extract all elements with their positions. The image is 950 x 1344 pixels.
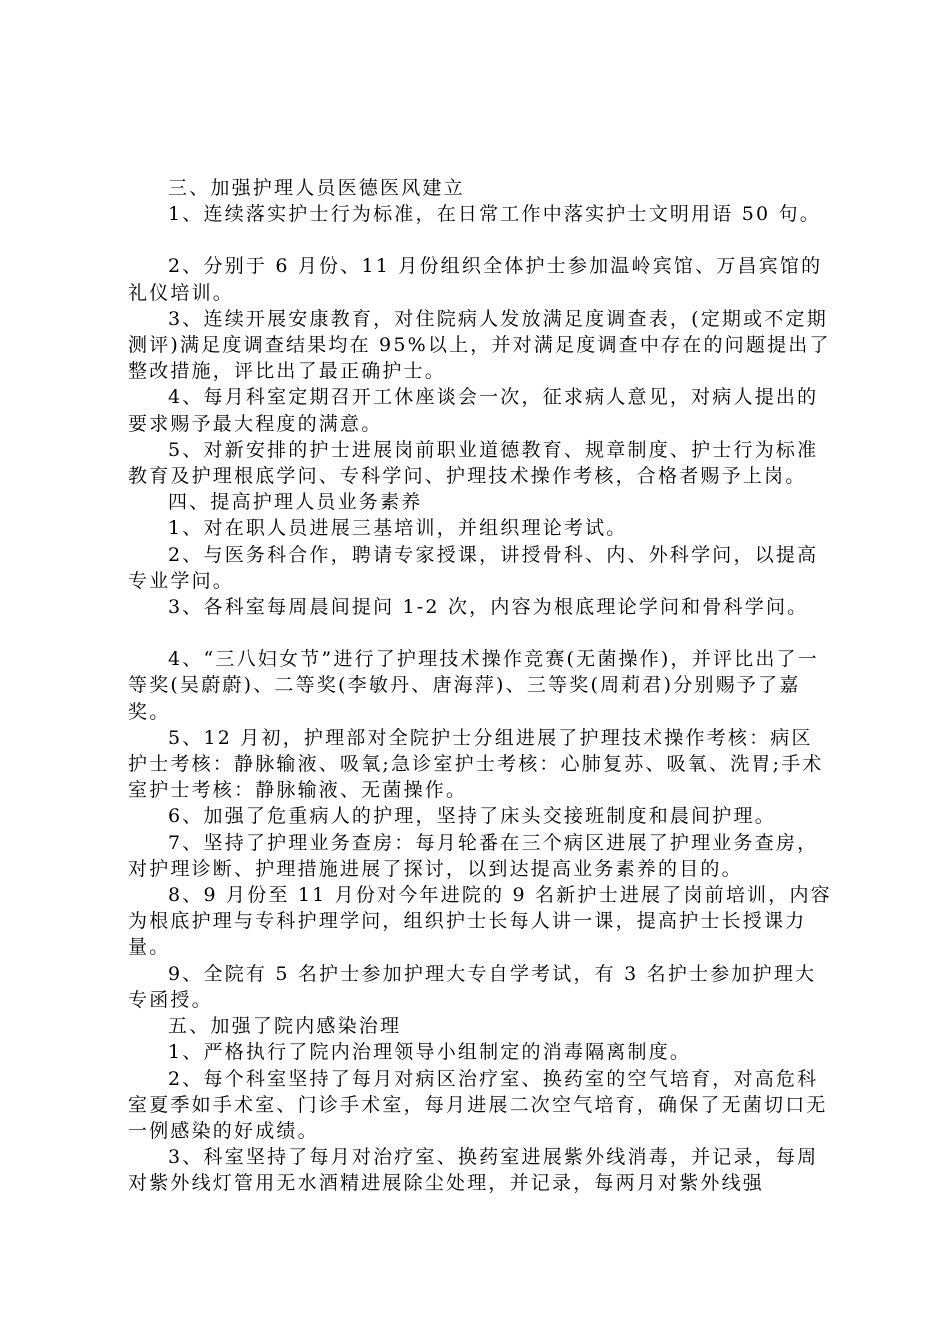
paragraph: 2、分别于 6 月份、11 月份组织全体护士参加温岭宾馆、万昌宾馆的礼仪培训。 [128,255,823,304]
paragraph: 1、严格执行了院内治理领导小组制定的消毒隔离制度。 [168,1041,692,1064]
paragraph: 3、各科室每周晨间提问 1-2 次，内容为根底理论学问和骨科学问。 [168,596,809,619]
paragraph: 8、9 月份至 11 月份对今年进院的 9 名新护士进展了岗前培训，内容为根底护理与专科护理学问，组织护士长每人讲一课，提高护士长授课力量。 [128,884,832,959]
paragraph: 9、全院有 5 名护士参加护理大专自学考试，有 3 名护士参加护理大专函授。 [128,962,817,1011]
paragraph: 2、每个科室坚持了每月对病区治疗室、换药室的空气培育，对高危科室夏季如手术室、门诊手术室，每月进展二次空气培育，确保了无菌切口无一例感染的好成绩。 [128,1067,828,1142]
paragraph: 3、科室坚持了每月对治疗室、换药室进展紫外线消毒，并记录，每周对紫外线灯管用无水酒精进展除尘处理，并记录，每两月对紫外线强 [128,1146,819,1195]
paragraph: 5、对新安排的护士进展岗前职业道德教育、规章制度、护士行为标准教育及护理根底学问、专科学问、护理技术操作考核，合格者赐予上岗。 [128,438,819,488]
paragraph: 3、连续开展安康教育，对住院病人发放满足度调查表，(定期或不定期测评)满足度调查结果均在 95%以上，并对满足度调查中存在的问题提出了整改措施，评比出了最正确护士。 [128,307,831,383]
section-heading: 四、提高护理人员业务素养 [168,491,423,514]
paragraph: 6、加强了危重病人的护理，坚持了床头交接班制度和晨间护理。 [168,805,776,828]
document-body [128,175,833,1197]
paragraph: 1、对在职人员进展三基培训，并组织理论考试。 [168,517,628,540]
paragraph: 4、每月科室定期召开工休座谈会一次，征求病人意见，对病人提出的要求赐予最大程度的满意。 [128,386,819,435]
paragraph: 1、连续落实护士行为标准，在日常工作中落实护士文明用语 50 句。 [168,203,821,226]
paragraph: 7、坚持了护理业务查房：每月轮番在三个病区进展了护理业务查房，对护理诊断、护理措施进展了探讨，以到达提高业务素养的目的。 [128,831,819,880]
section-heading: 三、加强护理人员医德医风建立 [168,177,465,199]
paragraph: 2、与医务科合作，聘请专家授课，讲授骨科、内、外科学问，以提高专业学问。 [128,543,819,592]
section-heading: 五、加强了院内感染治理 [168,1015,402,1038]
paragraph: 4、“三八妇女节”进行了护理技术操作竞赛(无菌操作)，并评比出了一等奖(吴蔚蔚)、二等奖(李敏丹、唐海萍)、三等奖(周莉君)分别赐予了嘉奖。 [128,648,819,723]
paragraph: 5、12 月初，护理部对全院护士分组进展了护理技术操作考核：病区护士考核：静脉输液、吸氧;急诊室护士考核：心肺复苏、吸氧、洗胃;手术室护士考核：静脉输液、无菌操作。 [128,726,824,802]
